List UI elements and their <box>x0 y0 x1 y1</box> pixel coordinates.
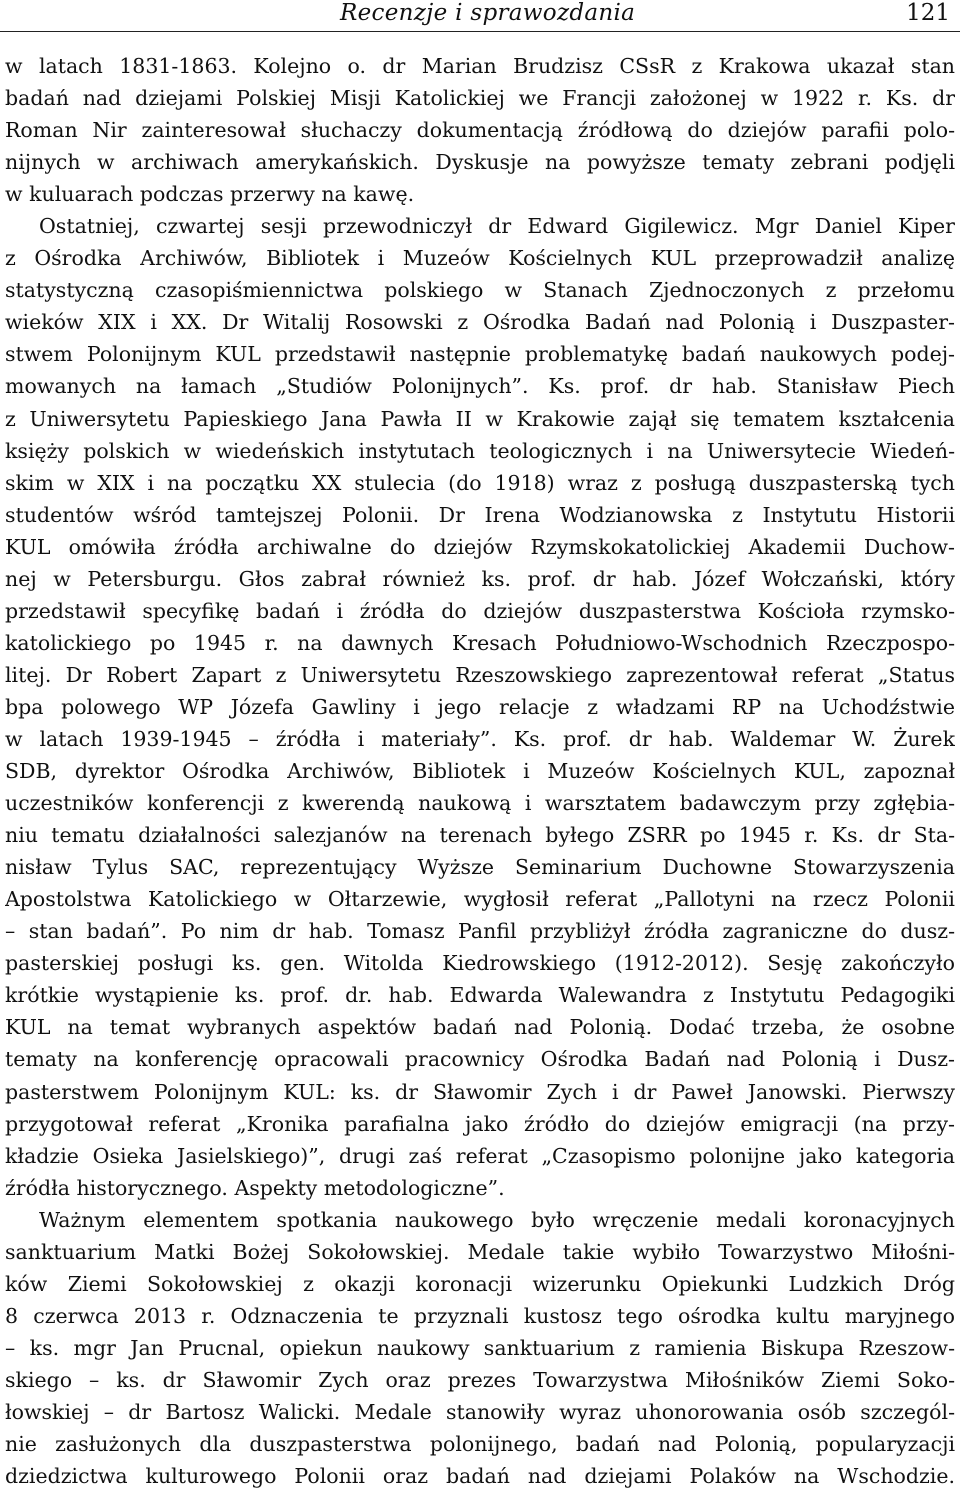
text-line: stwem Polonijnym KUL przedstawił następnie problematykę badań naukowych podej- <box>5 342 955 367</box>
text-line: kładzie Osieka Jasielskiego)”, drugi zaś referat „Czasopismo polonijne jako kategoria <box>5 1143 955 1168</box>
text-line: nijnych w archiwach amerykańskich. Dyskusje na powyższe tematy zebrani podjęli <box>5 150 955 175</box>
text-line: ków Ziemi Sokołowskiej z okazji koronacji wizerunku Opiekunki Ludzkich Dróg <box>5 1271 955 1296</box>
header-rule <box>0 31 960 32</box>
text-line: z Ośrodka Archiwów, Bibliotek i Muzeów Kościelnych KUL przeprowadził analizę <box>5 246 955 271</box>
text-line: KUL omówiła źródła archiwalne do dziejów Rzymskokatolickiej Akademii Duchow- <box>5 534 955 559</box>
text-line: pasterskiej posługi ks. gen. Witolda Kiedrowskiego (1912-2012). Sesję zakończyło <box>5 951 955 976</box>
text-line: wieków XIX i XX. Dr Witalij Rosowski z Ośrodka Badań nad Polonią i Duszpaster- <box>5 310 955 335</box>
running-head <box>0 0 960 40</box>
text-line: łowskiej – dr Bartosz Walicki. Medale stanowiły wyraz uhonorowania osób szczegól- <box>5 1399 955 1424</box>
paragraph-last-line: w kuluarach podczas przerwy na kawę. <box>5 182 415 207</box>
text-line: z Uniwersytetu Papieskiego Jana Pawła II w Krakowie zajął się tematem kształcenia <box>5 406 955 431</box>
text-line: przedstawił specyfikę badań i źródła do dziejów duszpasterstwa Kościoła rzymsko- <box>5 598 955 623</box>
text-line: – stan badań”. Po nim dr hab. Tomasz Panfil przybliżył źródła zagraniczne do dusz- <box>5 919 955 944</box>
text-line: tematy na konferencję opracowali pracownicy Ośrodka Badań nad Polonią i Dusz- <box>5 1047 955 1072</box>
text-line: Roman Nir zainteresował słuchaczy dokumentacją źródłową do dziejów parafii polo- <box>5 118 955 143</box>
text-line: uczestników konferencji z kwerendą naukową i warsztatem badawczym przy zgłębia- <box>5 791 955 816</box>
text-line: badań nad dziejami Polskiej Misji Katolickiej we Francji założonej w 1922 r. Ks. dr <box>5 86 955 111</box>
text-line: – ks. mgr Jan Prucnal, opiekun naukowy sanktuarium z ramienia Biskupa Rzeszow- <box>5 1335 955 1360</box>
page-number: 121 <box>906 0 950 26</box>
paragraph-first-line: Ważnym elementem spotkania naukowego było wręczenie medali koronacyjnych <box>39 1207 955 1232</box>
text-line: SDB, dyrektor Ośrodka Archiwów, Bibliotek i Muzeów Kościelnych KUL, zapoznał <box>5 759 955 784</box>
text-line: nie zasłużonych dla duszpasterstwa polonijnego, badań nad Polonią, popularyzacji <box>5 1432 955 1457</box>
running-title: Recenzje i sprawozdania <box>340 0 636 26</box>
text-line: niu tematu działalności salezjanów na terenach byłego ZSRR po 1945 r. Ks. dr Sta- <box>5 823 955 848</box>
text-line: w latach 1939-1945 – źródła i materiały”. Ks. prof. dr hab. Waldemar W. Żurek <box>5 726 955 751</box>
text-line: księży polskich w wiedeńskich instytutach teologicznych i na Uniwersytecie Wiedeń- <box>5 438 955 463</box>
text-line: sanktuarium Matki Bożej Sokołowskiej. Medale takie wybiło Towarzystwo Miłośni- <box>5 1239 955 1264</box>
text-line: 8 czerwca 2013 r. Odznaczenia te przyznali kustosz tego ośrodka kultu maryjnego <box>5 1303 955 1328</box>
text-line: katolickiego po 1945 r. na dawnych Kresach Południowo-Wschodnich Rzeczpospo- <box>5 630 955 655</box>
text-line: mowanych na łamach „Studiów Polonijnych”. Ks. prof. dr hab. Stanisław Piech <box>5 374 955 399</box>
text-line: litej. Dr Robert Zapart z Uniwersytetu Rzeszowskiego zaprezentował referat „Status <box>5 662 955 687</box>
text-line: nej w Petersburgu. Głos zabrał również ks. prof. dr hab. Józef Wołczański, który <box>5 566 955 591</box>
text-line: pasterstwem Polonijnym KUL: ks. dr Sławomir Zych i dr Paweł Janowski. Pierwszy <box>5 1079 955 1104</box>
text-line: dziedzictwa kulturowego Polonii oraz badań nad dziejami Polaków na Wschodzie. <box>5 1464 955 1489</box>
text-line: w latach 1831-1863. Kolejno o. dr Marian Brudzisz CSsR z Krakowa ukazał stan <box>5 54 955 78</box>
paragraph-last-line: źródła historycznego. Aspekty metodologiczne”. <box>5 1175 505 1200</box>
text-line: KUL na temat wybranych aspektów badań nad Polonią. Dodać trzeba, że osobne <box>5 1015 955 1040</box>
body-text <box>5 50 955 1492</box>
paragraph-first-line: Ostatniej, czwartej sesji przewodniczył dr Edward Gigilewicz. Mgr Daniel Kiper <box>39 214 955 239</box>
text-line: skim w XIX i na początku XX stulecia (do 1918) wraz z posługą duszpasterską tych <box>5 470 955 495</box>
text-line: skiego – ks. dr Sławomir Zych oraz prezes Towarzystwa Miłośników Ziemi Soko- <box>5 1367 955 1392</box>
text-line: nisław Tylus SAC, reprezentujący Wyższe Seminarium Duchowne Stowarzyszenia <box>5 855 955 880</box>
text-line: statystyczną czasopiśmiennictwa polskiego w Stanach Zjednoczonych z przełomu <box>5 278 955 303</box>
text-line: studentów wśród tamtejszej Polonii. Dr Irena Wodzianowska z Instytutu Historii <box>5 502 955 527</box>
text-line: krótkie wystąpienie ks. prof. dr. hab. Edwarda Walewandra z Instytutu Pedagogiki <box>5 983 955 1008</box>
text-line: przygotował referat „Kronika parafialna jako źródło do dziejów emigracji (na przy- <box>5 1111 955 1136</box>
text-line: Apostolstwa Katolickiego w Ołtarzewie, wygłosił referat „Pallotyni na rzecz Polonii <box>5 887 955 912</box>
text-line: bpa polowego WP Józefa Gawliny i jego relacje z władzami RP na Uchodźstwie <box>5 694 955 719</box>
